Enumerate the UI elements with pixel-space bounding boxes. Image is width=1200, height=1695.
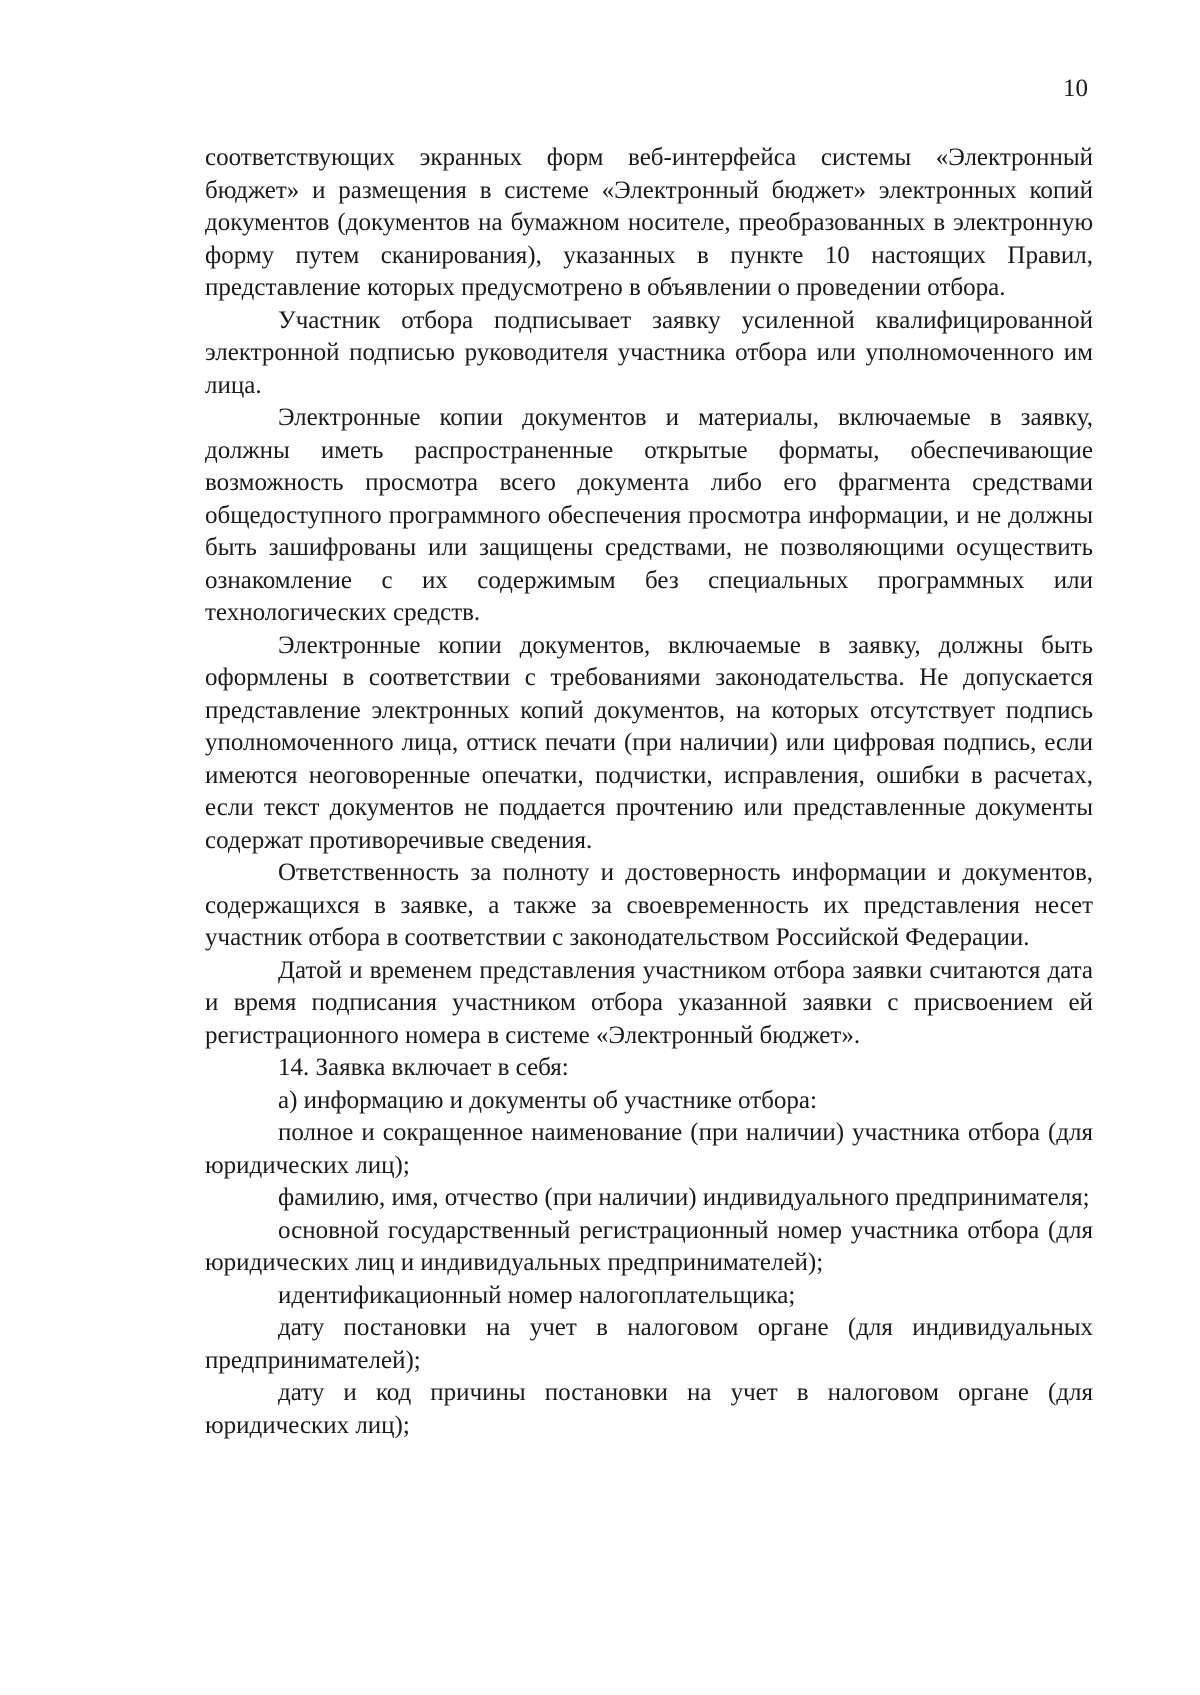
paragraph: Ответственность за полноту и достоверность информации и документов, содержащихся в заявке, а также за своевременность их представления несет участник отбора в соответствии с законодательством Российской Федерации. — [205, 859, 1093, 951]
paragraph: Электронные копии документов и материалы, включаемые в заявку, должны иметь распространенные открытые форматы, обеспечивающие возможность просмотра всего документа либо его фрагмента средствами общедоступного программного обеспечения просмотра информации, и не должны быть зашифрованы или защищены средствами, не позволяющими осуществить ознакомление с их содержимым без специальных программных или технологических средств. — [205, 404, 1093, 626]
list-item: идентификационный номер налогоплательщика; — [278, 1281, 796, 1309]
list-item: полное и сокращенное наименование (при наличии) участника отбора (для юридических лиц); — [205, 1119, 1093, 1179]
list-item: дату постановки на учет в налоговом органе (для индивидуальных предпринимателей); — [205, 1314, 1093, 1374]
list-item: фамилию, имя, отчество (при наличии) индивидуального предпринимателя; — [278, 1184, 1090, 1211]
list-item: а) информацию и документы об участнике отбора: — [278, 1086, 817, 1114]
paragraph: Электронные копии документов, включаемые в заявку, должны быть оформлены в соответствии с требованиями законодательства. Не допускается представление электронных копий документов, на которых отсутствует подпись уполномоченного лица, оттиск печати (при наличии) или цифровая подпись, если имеются неоговоренные опечатки, подчистки, исправления, ошибки в расчетах, если текст документов не поддается прочтению или представленные документы содержат противоречивые сведения. — [205, 631, 1093, 854]
paragraph: Участник отбора подписывает заявку усиленной квалифицированной электронной подписью руководителя участника отбора или уполномоченного им лица. — [205, 306, 1093, 399]
section-heading: 14. Заявка включает в себя: — [278, 1054, 569, 1081]
list-item: дату и код причины постановки на учет в налоговом органе (для юридических лиц); — [205, 1379, 1093, 1439]
paragraph: Датой и временем представления участником отбора заявки считаются дата и время подписания участником отбора указанной заявки с присвоением ей регистрационного номера в системе «Электронный бюджет». — [205, 956, 1093, 1049]
page-number: 10 — [1063, 75, 1088, 102]
document-body — [205, 142, 1093, 1442]
list-item: основной государственный регистрационный номер участника отбора (для юридических лиц и индивидуальных предпринимателей); — [205, 1216, 1093, 1276]
paragraph: соответствующих экранных форм веб-интерфейса системы «Электронный бюджет» и размещения в системе «Электронный бюджет» электронных копий документов (документов на бумажном носителе, преобразованных в электронную форму путем сканирования), указанных в пункте 10 настоящих Правил, представление которых предусмотрено в объявлении о проведении отбора. — [205, 144, 1093, 301]
